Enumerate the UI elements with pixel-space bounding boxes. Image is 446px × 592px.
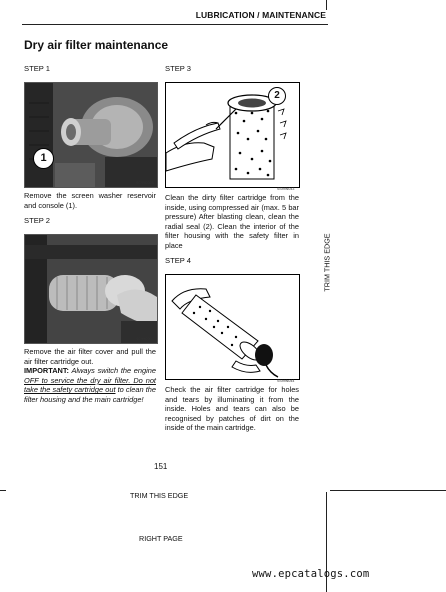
callout-2-marker: 2 [268, 87, 286, 105]
step-3-photo-code: SS99N043 [277, 187, 295, 191]
step-4-illustration [165, 274, 300, 380]
trim-edge-side-label: TRIM THIS EDGE [322, 233, 332, 292]
step-3-text: Clean the dirty filter cartridge from the inside, using compressed air (max. 5 bar pressure) After blasting clean, clean the radial seal (2). Clean the interior of the filter housing with the safety filter in place [165, 193, 299, 250]
step-4-label: STEP 4 [165, 256, 192, 265]
important-label: IMPORTANT: [24, 366, 70, 376]
step-3-label: STEP 3 [165, 64, 192, 73]
step-2-photo-code: SC99C007 [136, 337, 154, 341]
step-2-photo [24, 234, 158, 344]
website-watermark: www.epcatalogs.com [252, 568, 370, 580]
trim-mark-left [0, 490, 6, 491]
trim-mark-bottom-horizontal [330, 490, 446, 491]
right-page-label: RIGHT PAGE [139, 534, 183, 543]
step-1-label: STEP 1 [24, 64, 51, 73]
section-header: LUBRICATION / MAINTENANCE [195, 10, 326, 20]
page-title: Dry air filter maintenance [24, 38, 169, 52]
callout-1-marker: 1 [33, 148, 54, 169]
step-4-photo-code: SS99N044 [277, 379, 295, 383]
step-4-text: Check the air filter cartridge for holes and tears by illuminating it from the inside. Holes and tears can also be recognised by patches of dirt on the inside of the main cartridge. [165, 385, 299, 433]
important-text-a: Always switch the engine [69, 366, 156, 376]
header-rule [22, 24, 328, 25]
step-2-text-block [24, 347, 156, 405]
step-2-label: STEP 2 [24, 216, 51, 225]
step-1-photo-code: SC99C006 [136, 181, 154, 185]
step-1-text: Remove the screen washer reservoir and console (1). [24, 191, 156, 210]
step-2-text: Remove the air filter cover and pull the air filter cartridge out. [24, 347, 156, 366]
page-number: 151 [154, 462, 168, 471]
important-text-b: OFF to service the dry air filter. Do not take the safety cartridge out [24, 375, 156, 395]
important-text-c: to clean the filter housing and the main cartridge! [24, 385, 156, 404]
step-1-photo [24, 82, 158, 188]
trim-edge-bottom-label: TRIM THIS EDGE [130, 491, 189, 500]
trim-mark-top [326, 0, 327, 10]
